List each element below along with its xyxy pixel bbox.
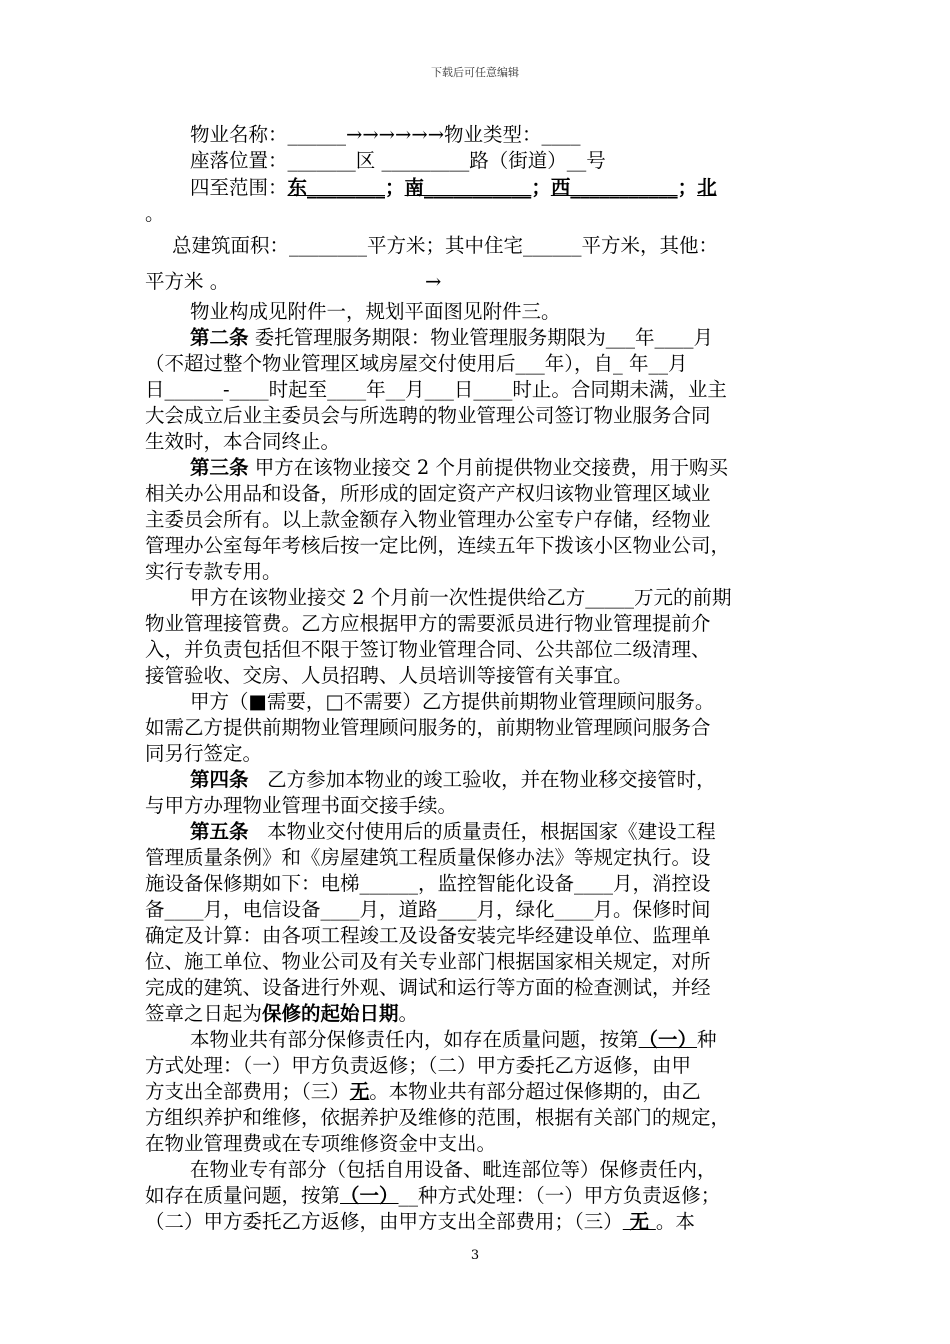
- article-4-title: 第四条: [190, 768, 249, 791]
- common-warranty-text: 。本物业共有部分超过保修期的，由乙: [369, 1080, 701, 1103]
- boundary-line: [190, 175, 717, 201]
- article-5-line: 施设备保修期如下：电梯______，监控智能化设备____月，消控设: [145, 872, 711, 895]
- private-warranty-text: （二）甲方委托乙方返修，由甲方支出全部费用；（三）: [145, 1210, 623, 1233]
- separator: ；: [677, 176, 698, 199]
- separator: ；: [531, 176, 551, 199]
- separator: ；: [385, 176, 405, 199]
- private-warranty-line: 在物业专有部分（包括自用设备、毗连部位等）保修责任内，: [190, 1158, 717, 1181]
- article-2-line: 生效时，本合同终止。: [145, 430, 341, 453]
- article-5-text: 签章之日起为: [145, 1002, 263, 1025]
- common-warranty-text: 种: [697, 1028, 717, 1051]
- common-warranty-line: 方式处理：（一）甲方负责返修；（二）甲方委托乙方返修，由甲: [145, 1054, 692, 1077]
- composition-line: 物业构成见附件一，规划平面图见附件三。: [190, 300, 561, 323]
- common-warranty-none: 无: [349, 1080, 370, 1103]
- article-3-text: 甲方在该物业接交 2 个月前提供物业交接费，用于购买: [248, 456, 729, 479]
- boundary-west: 西___________: [550, 176, 678, 199]
- article-3-line: 实行专款专用。: [145, 560, 282, 583]
- article-3-title: 第三条: [190, 456, 249, 479]
- warranty-start-date: 保修的起始日期: [262, 1002, 399, 1025]
- boundary-label: 四至范围：: [190, 176, 288, 199]
- property-name-line: 物业名称：______→→→→→→物业类型：____: [190, 123, 581, 146]
- common-warranty-line: [145, 1079, 701, 1105]
- article-2-title: 第二条: [190, 326, 249, 349]
- article-3-line: 管理办公室每年考核后按一定比例，连续五年下拨该小区物业公司，: [145, 534, 731, 557]
- article-3-line: 相关办公用品和设备，所形成的固定资产产权归该物业管理区域业: [145, 482, 711, 505]
- private-warranty-option: （一）: [340, 1184, 399, 1207]
- common-warranty-text: 方支出全部费用；（三）: [145, 1080, 350, 1103]
- page-header: 下载后可任意编辑: [431, 66, 519, 79]
- boundary-south: 南___________: [404, 176, 532, 199]
- boundary-end: 。: [145, 202, 165, 225]
- article-3-para3: 如需乙方提供前期物业管理顾问服务的，前期物业管理顾问服务合: [145, 716, 711, 739]
- article-2-text: 委托管理服务期限：物业管理服务期限为___年____月: [248, 326, 713, 349]
- private-warranty-none: 无: [622, 1210, 656, 1233]
- common-warranty-option: （一）: [638, 1028, 698, 1051]
- article-5-line: [145, 1001, 418, 1027]
- article-4-text: 乙方参加本物业的竣工验收，并在物业移交接管时，: [248, 768, 716, 791]
- article-5-line: [190, 819, 716, 845]
- common-warranty-line: 方组织养护和维修，依据养护及维修的范围，根据有关部门的规定，: [145, 1106, 731, 1129]
- article-5-line: 备____月，电信设备____月，道路____月，绿化____月。保修时间: [145, 898, 711, 921]
- article-2-line: 日______-____时起至____年__月___日____时止。合同期未满，业主: [145, 378, 727, 401]
- common-warranty-text: 本物业共有部分保修责任内，如存在质量问题，按第: [190, 1028, 639, 1051]
- page-number: 3: [470, 1248, 480, 1263]
- article-3-para3: 同另行签定。: [145, 742, 263, 765]
- arrow-mark: →: [425, 270, 442, 293]
- boundary-east: 东________: [287, 176, 386, 199]
- article-5-line: 确定及计算：由各项工程竣工及设备安装完毕经建设单位、监理单: [145, 924, 711, 947]
- area-line: 总建筑面积：________平方米；其中住宅______平方米，其他：: [172, 234, 719, 257]
- article-5-title: 第五条: [190, 820, 249, 843]
- private-warranty-text: 如存在质量问题，按第: [145, 1184, 341, 1207]
- article-3-para2: 入，并负责包括但不限于签订物业管理合同、公共部位二级清理、: [145, 638, 711, 661]
- article-2-line: [190, 325, 713, 351]
- common-warranty-line: [190, 1027, 717, 1053]
- common-warranty-line: 在物业管理费或在专项维修资金中支出。: [145, 1132, 497, 1155]
- article-3-line: [190, 455, 728, 481]
- area-line-cont: 平方米 。: [145, 270, 230, 293]
- article-2-line: （不超过整个物业管理区域房屋交付使用后___年），自_ 年__月: [145, 352, 688, 375]
- article-5-line: 完成的建筑、设备进行外观、调试和运行等方面的检查测试，并经: [145, 976, 711, 999]
- location-line: 座落位置：_______区 _________路（街道）__号: [190, 149, 606, 172]
- boundary-north: 北: [697, 176, 717, 199]
- article-4-line: 与甲方办理物业管理书面交接手续。: [145, 794, 458, 817]
- article-3-para2: 接管验收、交房、人员招聘、人员培训等接管有关事宜。: [145, 664, 633, 687]
- article-2-line: 大会成立后业主委员会与所选聘的物业管理公司签订物业服务合同: [145, 404, 711, 427]
- private-warranty-line: [145, 1183, 720, 1209]
- private-warranty-line: [145, 1209, 695, 1235]
- article-5-line: 位、施工单位、物业公司及有关专业部门根据国家相关规定，对所: [145, 950, 711, 973]
- article-3-para2: 物业管理接管费。乙方应根据甲方的需要派员进行物业管理提前介: [145, 612, 711, 635]
- article-5-line: 管理质量条例》和《房屋建筑工程质量保修办法》等规定执行。设: [145, 846, 711, 869]
- article-3-para3: 甲方（■需要，□不需要）乙方提供前期物业管理顾问服务。: [190, 690, 715, 713]
- article-3-line: 主委员会所有。以上款金额存入物业管理办公室专户存储，经物业: [145, 508, 711, 531]
- article-5-text: 本物业交付使用后的质量责任，根据国家《建设工程: [248, 820, 716, 843]
- private-warranty-text: 。本: [655, 1210, 695, 1233]
- period: 。: [398, 1002, 419, 1025]
- article-3-para2: 甲方在该物业接交 2 个月前一次性提供给乙方_____万元的前期: [190, 586, 732, 609]
- article-4-line: [190, 767, 716, 793]
- private-warranty-text: __种方式处理：（一）甲方负责返修；: [398, 1184, 721, 1207]
